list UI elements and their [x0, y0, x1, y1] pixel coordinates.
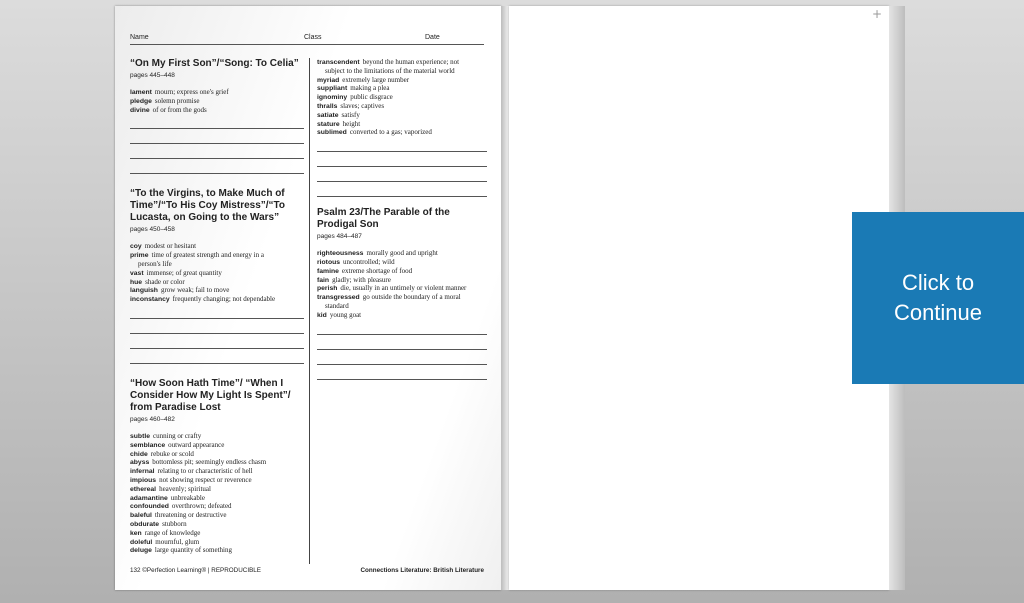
vocab-item: impious not showing respect or reverence — [130, 475, 252, 484]
vocab-item: myriad extremely large number — [317, 75, 410, 84]
vocab-item: chide rebuke or scold — [130, 449, 194, 458]
vocab-item: vast immense; of great quantity — [130, 268, 222, 277]
vocab-list — [317, 58, 487, 137]
plus-icon[interactable]: + — [871, 7, 883, 21]
vocab-item: adamantine unbreakable — [130, 493, 205, 502]
vocab-item: languish grow weak; fail to move — [130, 286, 230, 295]
vocab-item: transgressed go outside the boundary of a moral standard — [317, 293, 461, 310]
vocab-item: subtle cunning or crafty — [130, 431, 202, 440]
vocab-item: ken range of knowledge — [130, 528, 201, 537]
vocab-item: thralls slaves; captives — [317, 101, 385, 110]
vocab-item: righteousness morally good and upright — [317, 249, 438, 258]
section-title: Psalm 23/The Parable of the Prodigal Son — [317, 207, 450, 231]
section-3 — [130, 378, 304, 555]
vocab-item: perish die, usually in an untimely or violent manner — [317, 284, 467, 293]
vocab-item: prime time of greatest strength and energy in a person's life — [130, 251, 264, 268]
vocab-item: inconstancy frequently changing; not dependable — [130, 295, 276, 304]
vocab-item: hue shade or color — [130, 277, 185, 286]
date-label: Date — [425, 34, 440, 41]
vocab-item: famine extreme shortage of food — [317, 266, 413, 275]
right-column — [317, 58, 487, 380]
section-title: “To the Virgins, to Make Much of Time”/“To His Coy Mistress”/“To Lucasta, on Going to the Wars” — [130, 188, 286, 224]
vocab-list — [130, 88, 304, 114]
left-page — [115, 6, 501, 590]
vocab-list — [130, 432, 304, 555]
vocab-item: satiate satisfy — [317, 110, 360, 119]
vocab-item: ignominy public disgrace — [317, 93, 393, 102]
vocab-list — [317, 249, 487, 319]
vocab-item: stature height — [317, 119, 361, 128]
book-spine — [501, 6, 509, 590]
vocab-item: fain gladly; with pleasure — [317, 275, 391, 284]
answer-lines — [317, 320, 487, 380]
vocab-item: riotous uncontrolled; wild — [317, 257, 395, 266]
worksheet-header — [130, 34, 484, 45]
footer-right: Connections Literature: British Literature — [360, 567, 484, 574]
left-column — [130, 58, 304, 555]
class-label: Class — [304, 34, 322, 41]
section-pages: pages 484–487 — [317, 233, 362, 241]
page-footer — [130, 567, 484, 575]
vocab-item: infernal relating to or characteristic of hell — [130, 467, 253, 476]
vocab-list — [130, 242, 304, 304]
book-viewer — [115, 6, 905, 590]
section-title: “On My First Son”/“Song: To Celia” — [130, 58, 299, 69]
click-to-continue-button[interactable] — [852, 212, 1024, 384]
answer-lines — [130, 304, 304, 364]
section-1 — [130, 58, 304, 174]
section-title: “How Soon Hath Time”/ “When I Consider How My Light Is Spent”/ from Paradise Lost — [130, 377, 291, 413]
section-pages: pages 445–448 — [130, 72, 175, 79]
column-divider — [309, 58, 310, 564]
vocab-item: abyss bottomless pit; seemingly endless chasm — [130, 458, 267, 467]
vocab-item: sublimed converted to a gas; vaporized — [317, 128, 432, 137]
vocab-item: divine of or from the gods — [130, 105, 207, 114]
vocab-item: semblance outward appearance — [130, 440, 225, 449]
vocab-item: pledge solemn promise — [130, 96, 200, 105]
section-2 — [130, 188, 304, 364]
section-pages: pages 460–482 — [130, 415, 175, 423]
vocab-item: deluge large quantity of something — [130, 546, 232, 555]
vocab-item: coy modest or hesitant — [130, 242, 197, 251]
vocab-item: doleful mournful, glum — [130, 537, 200, 546]
vocab-item: suppliant making a plea — [317, 84, 390, 93]
vocab-item: confounded overthrown; defeated — [130, 502, 232, 511]
vocab-item: kid young goat — [317, 310, 362, 319]
vocab-item: transcendent beyond the human experience; not subject to the limitations of the material world — [317, 58, 460, 75]
footer-left: 132 ©Perfection Learning® | REPRODUCIBLE — [130, 567, 261, 574]
answer-lines — [317, 137, 487, 197]
vocab-item: lament mourn; express one's grief — [130, 88, 229, 96]
right-page — [509, 6, 889, 590]
vocab-item: obdurate stubborn — [130, 519, 187, 528]
answer-lines — [130, 114, 304, 174]
section-4 — [317, 207, 487, 379]
section-pages: pages 450–458 — [130, 226, 175, 234]
name-label: Name — [130, 34, 149, 41]
vocab-item: baleful threatening or destructive — [130, 511, 227, 520]
continue-label: Click to Continue — [893, 270, 983, 325]
vocab-item: ethereal heavenly; spiritual — [130, 484, 211, 493]
